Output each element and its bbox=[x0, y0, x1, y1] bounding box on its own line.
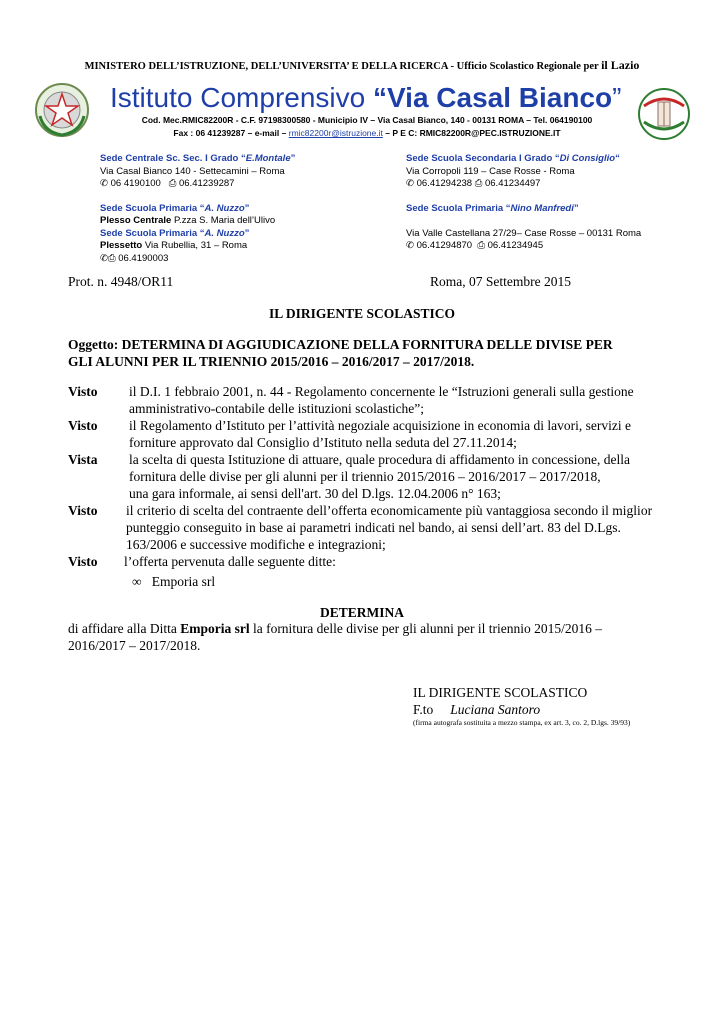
fax-prefix: Fax : 06 41239287 – e-mail – bbox=[173, 128, 287, 138]
republic-emblem-logo bbox=[34, 82, 90, 138]
signature-note: (firma autografa sostituita a mezzo stampa, ex art. 3, co. 2, D.lgs. 39/93) bbox=[413, 718, 631, 727]
fax-icon: ⎙ bbox=[477, 240, 485, 251]
sede-centrale-address: Via Casal Bianco 140 - Settecamini – Roma bbox=[100, 165, 285, 177]
school-title-name: “Via Casal Bianco bbox=[373, 82, 613, 113]
sede-centrale-contacts: ✆ 06 4190100 ⎙ 06.41239287 bbox=[100, 178, 235, 189]
oggetto bbox=[68, 336, 668, 370]
sedi-right-column bbox=[406, 153, 716, 253]
sede-primaria-manfredi-address: Via Valle Castellana 27/29– Case Rosse – 00131 Roma bbox=[406, 227, 642, 239]
pec-text: – P E C: RMIC82200R@PEC.ISTRUZIONE.IT bbox=[385, 128, 561, 138]
sede-secondaria-address: Via Corropoli 119 – Case Rosse - Roma bbox=[406, 165, 575, 177]
infinity-bullet-icon: ∞ bbox=[132, 574, 142, 589]
email-link[interactable]: rmic82200r@istruzione.it bbox=[288, 128, 383, 138]
visto-item: Visto il criterio di scelta del contraente dell’offerta economicamente più vantaggiosa secondo il miglior punteggio conseguito in base ai parametri indicati nel bando, ai sensi dell’art. 83 del D.Lgs. 163/2006 e successive modifiche e integrazioni; bbox=[68, 503, 653, 552]
sedi-left-column bbox=[100, 153, 400, 265]
fax-icon: ⎙ bbox=[474, 178, 483, 189]
plessetto: Plessetto Via Rubellia, 31 – Roma bbox=[100, 240, 248, 251]
determina-line-1: di affidare alla Ditta Emporia srl la fornitura delle divise per gli alunni per il triennio 2015/2016 – bbox=[68, 621, 602, 636]
plesso-centrale: Plesso Centrale P.zza S. Maria dell’Ulivo bbox=[100, 215, 276, 226]
ministry-text: MINISTERO DELL’ISTRUZIONE, DELL’UNIVERSITA’ E DELLA RICERCA - Ufficio Scolastico Regionale per bbox=[84, 61, 599, 72]
school-title bbox=[110, 82, 630, 114]
sede-secondaria-heading: Sede Scuola Secondaria I Grado “Di Consiglio“ bbox=[406, 153, 620, 164]
sede-primaria-heading: Sede Scuola Primaria “A. Nuzzo” bbox=[100, 202, 250, 214]
visto-item: Vista la scelta di questa Istituzione di attuare, quale procedura di affidamento in concessione, della fornitura delle divise per gli alunni per il triennio 2015/2016 – 2016/2017 – 2017/2018, una gara informale, ai sensi dell'art. 30 del D.lgs. 12.04.2006 n° 163; bbox=[68, 452, 630, 501]
oggetto-line-2: GLI ALUNNI PER IL TRIENNIO 2015/2016 – 2016/2017 – 2017/2018. bbox=[68, 354, 475, 369]
sede-primaria-manfredi-heading: Sede Scuola Primaria “Nino Manfredi” bbox=[406, 202, 579, 214]
school-codes bbox=[110, 114, 624, 140]
sede-primaria-manfredi-contacts: ✆ 06.41294870 ⎙ 06.41234945 bbox=[406, 240, 544, 251]
signature-line: F.to Luciana Santoro bbox=[413, 702, 541, 717]
visto-item: Visto l’offerta pervenuta dalle seguente ditte: bbox=[68, 554, 336, 569]
determina-text bbox=[68, 620, 668, 654]
fax-icon: ⎙ bbox=[168, 178, 177, 189]
signature-title: IL DIRIGENTE SCOLASTICO bbox=[413, 685, 588, 700]
document-date: Roma, 07 Settembre 2015 bbox=[430, 274, 571, 289]
fax-icon: ⎙ bbox=[107, 252, 116, 264]
phone-icon: ✆ bbox=[406, 240, 414, 251]
school-logo bbox=[634, 86, 694, 142]
plessetto-contacts: ✆⎙ 06.4190003 bbox=[100, 252, 169, 264]
protocol-number: Prot. n. 4948/OR11 bbox=[68, 274, 174, 289]
document-heading: IL DIRIGENTE SCOLASTICO bbox=[268, 306, 456, 321]
offer-list-item bbox=[132, 573, 215, 590]
determina-heading: DETERMINA bbox=[319, 605, 404, 620]
signature-name: Luciana Santoro bbox=[450, 702, 541, 717]
sede-centrale-heading: Sede Centrale Sc. Sec. I Grado “E.Montale” bbox=[100, 153, 296, 164]
phone-icon: ✆ bbox=[100, 252, 108, 264]
phone-icon: ✆ bbox=[100, 178, 108, 189]
school-title-suffix: ” bbox=[612, 82, 622, 113]
codes-line: Cod. Mec.RMIC82200R - C.F. 97198300580 - Municipio IV – Via Casal Bianco, 140 - 00131 ROMA – Tel. 064190100 bbox=[141, 115, 593, 125]
offer-company: Emporia srl bbox=[151, 574, 216, 589]
visti-list bbox=[68, 383, 668, 570]
visto-item: Visto il D.I. 1 febbraio 2001, n. 44 - Regolamento concernente le “Istruzioni generali sulla gestione amministrativo-contabile delle istituzioni scolastiche”; bbox=[68, 384, 634, 416]
oggetto-line-1: Oggetto: DETERMINA DI AGGIUDICAZIONE DELLA FORNITURA DELLE DIVISE PER bbox=[68, 337, 613, 352]
signature-block bbox=[413, 684, 713, 727]
ministry-line bbox=[0, 58, 724, 73]
sede-secondaria-contacts: ✆ 06.41294238 ⎙ 06.41234497 bbox=[406, 178, 541, 189]
determina-line-2: 2016/2017 – 2017/2018. bbox=[68, 638, 201, 653]
ministry-region: il Lazio bbox=[601, 58, 640, 72]
phone-icon: ✆ bbox=[406, 178, 414, 189]
school-title-prefix: Istituto Comprensivo bbox=[110, 82, 366, 113]
contact-line bbox=[110, 127, 624, 140]
sede-primaria2-heading: Sede Scuola Primaria “A. Nuzzo” bbox=[100, 227, 250, 239]
visto-item: Visto il Regolamento d’Istituto per l’attività negoziale acquisizione in economia di lavori, servizi e forniture approvato dal Consiglio d’Istituto nella seduta del 27.11.2014; bbox=[68, 418, 631, 450]
